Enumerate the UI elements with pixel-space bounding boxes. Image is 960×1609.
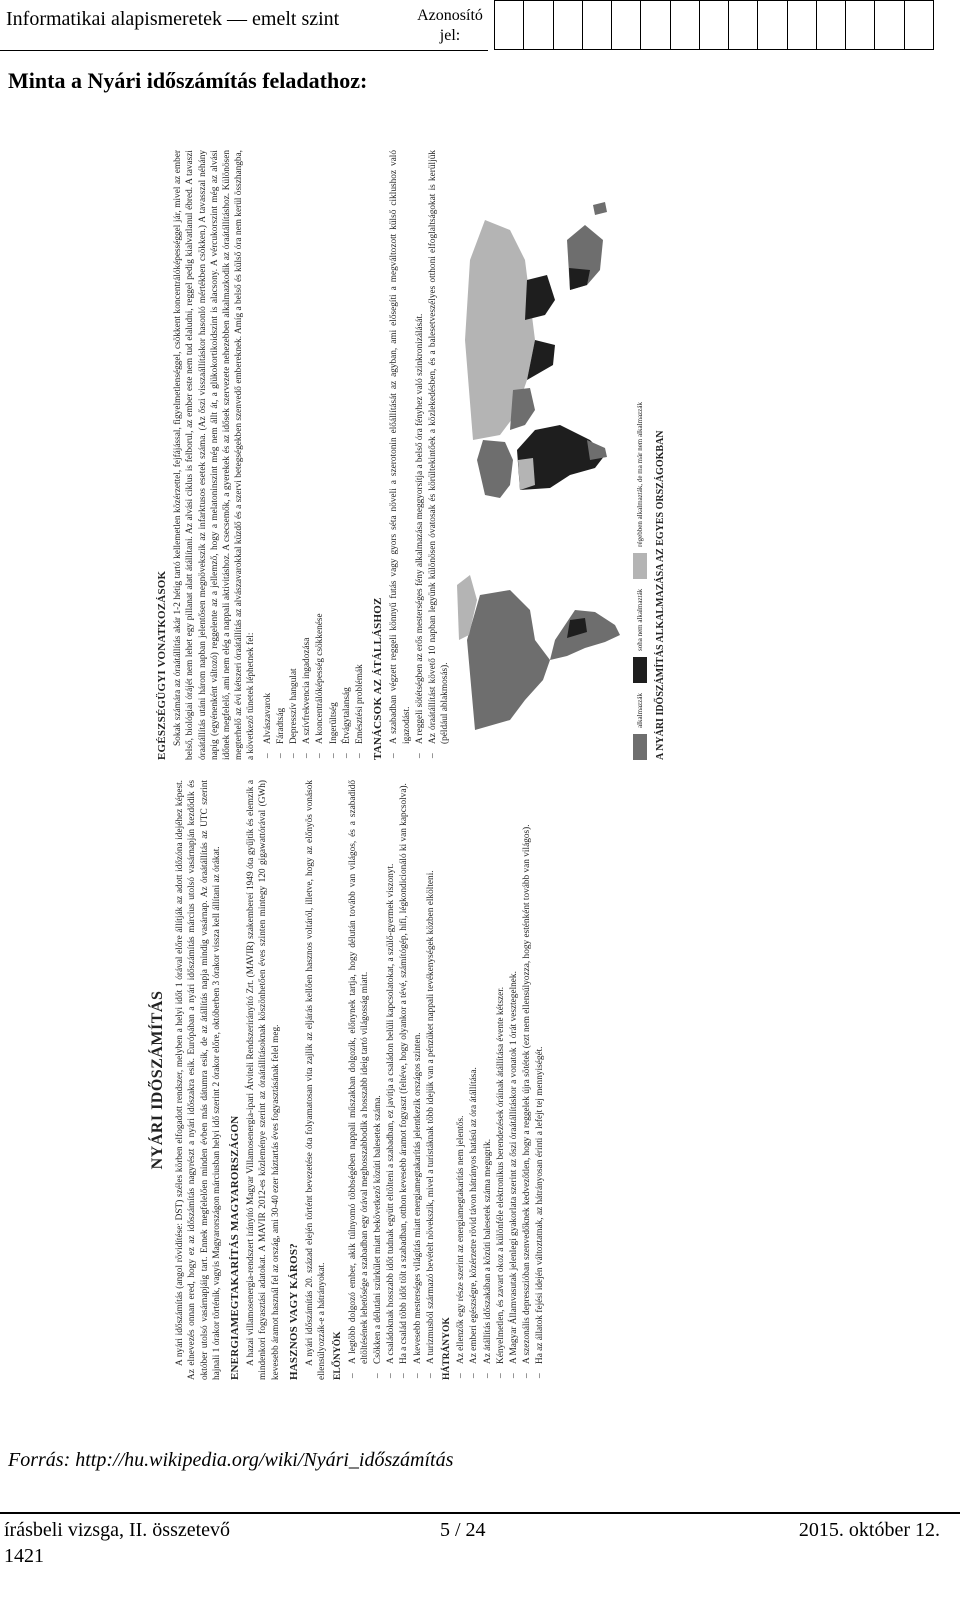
list-item: – A legtöbb dolgozó ember, akik túlnyomó többségében nappali műszakban dolgozik, előnynek tartja, hogy délután tovább van világos, és a szabadidő eltöltésének lehetősége a szabadban egy órával meghosszabbodik a hosszabb ideig tartó világosság miatt. [347,780,371,1380]
id-box-cell[interactable] [495,1,524,49]
tips-section-title: TANÁCSOK AZ ÁTÁLLÁSHOZ [372,597,385,760]
symptoms-list [262,150,367,760]
doc-column-right [150,150,800,760]
id-box-cell[interactable] [641,1,670,49]
list-item: – Emésztési problémák [354,150,366,760]
id-box-cell[interactable] [729,1,758,49]
task-title: Minta a Nyári időszámítás feladathoz: [8,68,368,93]
id-box-cell[interactable] [700,1,729,49]
useful-paragraph: A nyári időszámítás 20. század elején történt bevezetése óta folyamatosan vita zajlik az eljárás kellően hasznos voltáról, illetve, hogy az előnyös vonások ellensúlyozzák-e a hátrányokat. [305,780,328,1380]
list-item: – Ha az állatok fejési idején változtatnak, az hátrányosan érinti a lefejt tej mennyiségét. [534,780,546,1380]
map-caption: A NYÁRI IDŐSZÁMÍTÁS ALKALMAZÁSA AZ EGYES ORSZÁGOKBAN [655,430,667,760]
source-label: Forrás [8,1449,64,1471]
health-section-title: EGÉSZSÉGÜGYI VONATKOZÁSOK [156,570,168,760]
list-item: – A turizmusból származó bevételt növekszik, mivel a turistáknak több idejük van a pénzüket nappali tevékenységek közben elkölteni. [425,780,437,1380]
legend-swatch [633,553,647,579]
legend-item [627,402,653,579]
id-box-cell[interactable] [612,1,641,49]
id-box-cell[interactable] [905,1,933,49]
page-header [0,0,960,58]
list-item: – Csökken a délutáni szürkület miatt bekövetkező közúti balesetek száma. [372,780,384,1380]
legend-swatch [633,734,647,760]
list-item: – A kevesebb mesterséges világítás miatt energiamegtakarítás jelentkezik országos szinten. [412,780,424,1380]
legend-item [627,693,653,760]
doc-intro-paragraph: A nyári időszámítás (angol rövidítése: DST) széles körben elfogadott rendszer, melyben a helyi időt 1 órával előre állítják az adott időzóna idejéhez képest. Az elnevezés onnan ered, hogy ez az időszámítás nagyrészt a nyári időszakra esik. Európában a nyári időszámítás március utolsó vasárnapján kezdődik és október utolsó vasárnapjáig tart. Ennek megfelelően minden évben más dátumra esik, de az átállítás napja mindig vasárnap. Az óraátállítás az UTC szerint hajnali 1 órakor történik, vagyis Magyarországon márciusban helyi idő szerint 2 órakor előre, októberben 3 órakor vissza kell állítani az órákat. [175,780,222,1380]
health-paragraph: Sokak számára az óraátállítás akár 1-2 hétig tartó kellemetlen közérzettel, fejfájással, figyelmetlenséggel, csökkent koncentrálóképességgel jár, mivel az ember belső, biológiai órájét nem lehet egy pillanat alatt átállítani. Az alvási ciklus is felborul, az ember este nem tud elaludni, reggel pedig kialvatlanul ébred. A tavaszi óraátállítás utáni három napban jelentősen megnövekszik az infarktusos esetek száma. (Az őszi visszaállításkor hasonló mértékben csökken.) A tavasszal néhány napig (egyénenként változó) reggelente az a jellemző, hogy a melatoninszint még nem állt át, a glükokortikoidszint is alacsony. A vércukorszint még az alvási időnek megfelelő, ami nem elég a nappali aktivitáshoz. A csecsemők, a gyerekek és az idősek szervezete nehezebben alkalmazkodik az óraátállításhoz. Különösen megterhelő az évi kétszeri óraátállítás az alvászavarokkal küzdő és a szervi betegségekben szenvedő embereknek. Amíg a belső és külső óra nem kerül összhangba, a következő tünetek léphetnek fel: [173,150,257,760]
legend-item [627,589,653,683]
world-map-figure [455,150,665,760]
header-rule [0,50,488,51]
energy-section-title: ENERGIAMEGTAKARÍTÁS MAGYARORSZÁGON [229,1115,242,1380]
cons-list [455,780,546,1380]
exam-code: 1421 [4,1545,44,1567]
energy-paragraph: A hazai villamosenergia-rendszert irányító Magyar Villamosenergia-ipari Átviteli Rendszerirányító Zrt. (MAVIR) szakembereí 1949 óta gyűjtik és elemzik a mindenkori fogyasztási adatokat. A MAVIR 2012-es közleménye szerint az óraátállításoknak köszönhetően éves szinten mintegy 120 gigawattórával (GWh) kevesebb áramot használ fel az ország, ami 30-40 ezer háztartás éves fogyasztásának felel meg. [246,780,281,1380]
list-item: – A szabadban végzett reggeli könnyű futás vagy gyors séta növeli a szerotonin előállítását az agyban, ami elősegíti a megváltozott külső ciklushoz való igazodást. [388,150,412,760]
pros-title: ELŐNYÖK [333,1331,344,1380]
id-box-cell[interactable] [524,1,553,49]
list-item: – A Magyar Államvasutak jelenlegi gyakorlata szerint az őszi óraátállításkor a vonatok 1 órát vesztegelnek. [508,780,520,1380]
exam-part: írásbeli vizsga, II. összetevő [4,1519,231,1541]
id-box-cell[interactable] [554,1,583,49]
list-item: – Az ellenzők egy része szerint az energiamegtakarítás nem jelentős. [455,780,467,1380]
id-box-cell[interactable] [758,1,787,49]
id-box-cell[interactable] [817,1,846,49]
source-link[interactable]: : http://hu.wikipedia.org/wiki/Nyári_időszámítás [63,1449,454,1471]
source-line [8,1449,453,1472]
list-item: – A családoknak hosszabb időt tudnak együtt eltölteni a szabadban, ez javítja a családon belüli kapcsolatokat, a szülő-gyermek viszonyt. [385,780,397,1380]
list-item: – A szívfrekvencia ingadozása [301,150,313,760]
id-box-cell[interactable] [846,1,875,49]
list-item: – Alvászavarok [262,150,274,760]
world-map [455,150,625,760]
pros-list [347,780,437,1380]
list-item: – A koncentrálóképesség csökkenése [314,150,326,760]
id-box-cell[interactable] [671,1,700,49]
footer-rule [0,1512,960,1514]
id-box-cell[interactable] [788,1,817,49]
list-item: – Az átállítás időszakában a közúti balesetek száma megugrik. [482,780,494,1380]
list-item: – Fáradtság [275,150,287,760]
id-box-cell[interactable] [875,1,904,49]
list-item: – Étvágytalanság [341,150,353,760]
legend-label: régebben alkalmazták, de ma már nem alkalmazzák [636,402,645,547]
tips-list [388,150,451,760]
id-label: Azonosító jel: [417,7,483,44]
list-item: – Depresszív hangulat [288,150,300,760]
list-item: – Kényelmetlen, és zavart okoz a különféle elektronikus berendezések óráinak átállítása évente kétszer. [495,780,507,1380]
legend-label: alkalmazzák [636,693,645,728]
list-item: – Ha a család több időt tölt a szabadban, otthon kevesebb áramot fogyaszt (feltéve, hogy olyankor a tévé, számítógép, hifi, légkondicionáló ki van kapcsolva). [398,780,410,1380]
list-item: – A reggeli sötétségben az erős mesterséges fény alkalmazása meggyorsítja a belső óra fényhez való szinkronizálását. [414,150,426,760]
legend-swatch [633,657,647,683]
exam-date: 2015. október 12. [798,1519,940,1541]
id-input-boxes[interactable] [494,0,934,50]
map-region-north-africa [518,458,535,490]
id-box-cell[interactable] [583,1,612,49]
cons-title: HÁTRÁNYOK [442,1317,453,1380]
sample-document-image [150,150,800,1380]
subject-title: Informatikai alapismeretek — emelt szint [6,8,340,30]
map-legend [627,150,653,760]
list-item: – Ingerültség [328,150,340,760]
useful-section-title: HASZNOS VAGY KÁROS? [287,1243,300,1380]
legend-label: soha nem alkalmazták [636,588,645,652]
list-item: – Az óraátállítást követő 10 napban legyünk különösen óvatosak és körültekintőek a közlekedésben, és a balesetveszélyes otthoni elfoglaltságokat is kerüljük (például ablakmosás). [427,150,451,760]
doc-column-left [150,780,800,1380]
doc-main-title: NYÁRI IDŐSZÁMÍTÁS [149,990,166,1170]
footer-left [4,1517,230,1569]
list-item: – A szezonális depresszióban szenvedőknek kedvezőtlen, hogy a reggelek újra sötétek (ezt nem ellensúlyozza, hogy esténként tovább van világos). [521,780,533,1380]
list-item: – Az emberi egészségre, közérzetre rövid távon hátrányos hatású az óra átállítása. [468,780,480,1380]
rotated-document [150,150,800,1380]
page-number: 5 / 24 [440,1519,486,1541]
